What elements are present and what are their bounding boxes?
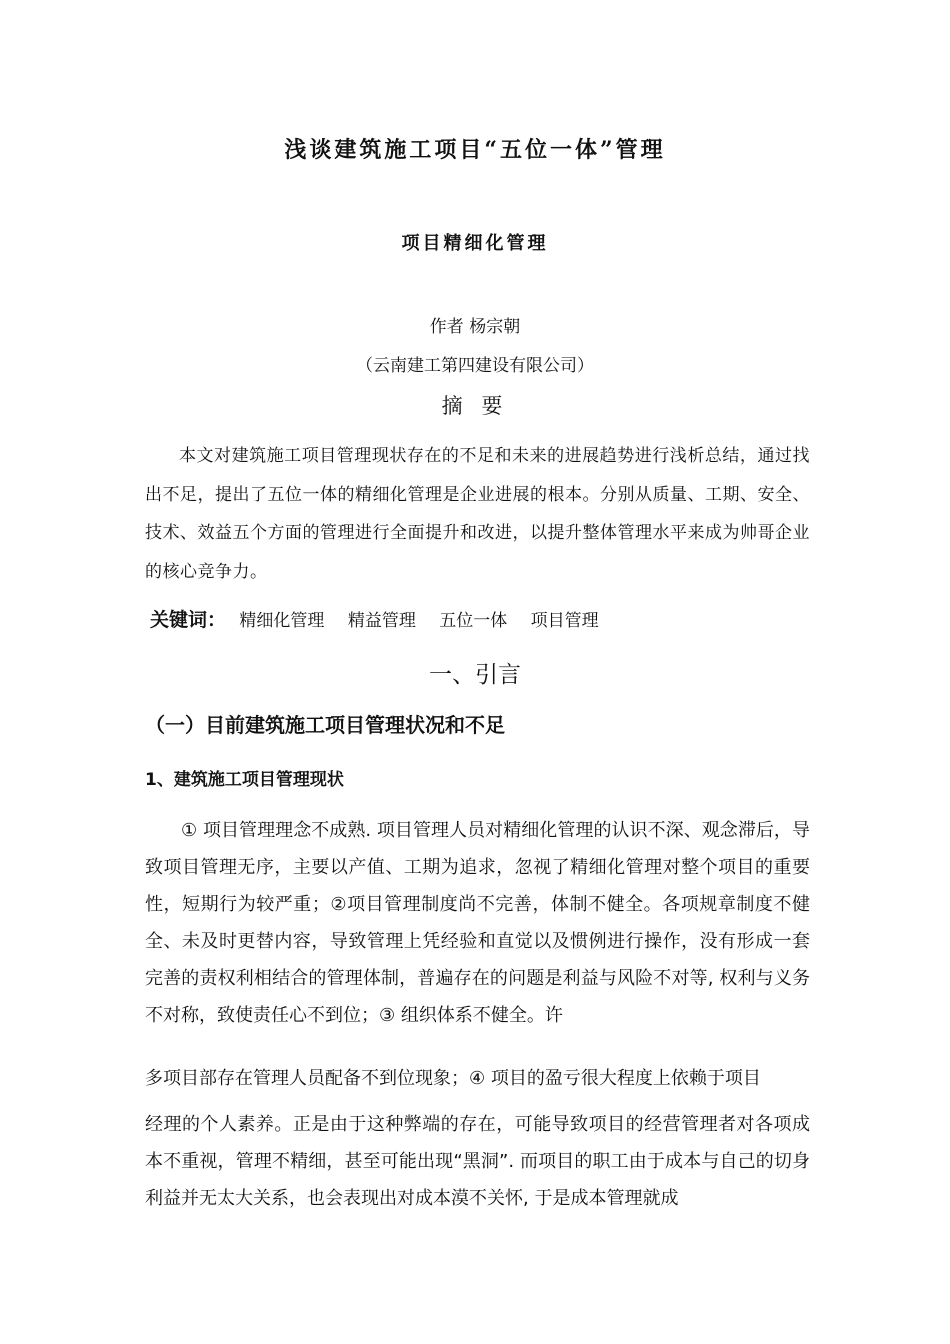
keyword-item: 精益管理 [347, 611, 416, 631]
body-paragraph: 经理的个人素养。正是由于这种弊端的存在，可能导致项目的经营管理者对各项成本不重视，管理不精细，甚至可能出现“黑洞”. 而项目的职工由于成本与自己的切身利益并无太大关系，也会表现出对成本漠不关怀, 于是成本管理就成 [145, 1114, 810, 1209]
subsection-heading: （一）目前建筑施工项目管理状况和不足 [145, 713, 505, 737]
subsubsection-heading: 1、建筑施工项目管理现状 [145, 770, 344, 790]
abstract-text: 本文对建筑施工项目管理现状存在的不足和未来的进展趋势进行浅析总结，通过找出不足，提出了五位一体的精细化管理是企业进展的根本。分别从质量、工期、安全、技术、效益五个方面的管理进行全面提升和改进，以提升整体管理水平来成为帅哥企业的核心竞争力。 [145, 446, 810, 582]
body-paragraph: 多项目部存在管理人员配备不到位现象；④ 项目的盈亏很大程度上依赖于项目 [145, 1068, 761, 1089]
author-line: 作者 杨宗朝 [429, 317, 521, 337]
section-heading: 一、引言 [429, 662, 521, 688]
affiliation-line: （云南建工第四建设有限公司） [356, 356, 594, 376]
keywords-line [150, 605, 810, 632]
keyword-item: 项目管理 [530, 611, 599, 631]
body-paragraph: ① 项目管理理念不成熟. 项目管理人员对精细化管理的认识不深、观念滞后，导致项目管理无序，主要以产值、工期为追求，忽视了精细化管理对整个项目的重要性，短期行为较严重；②项目管理制度尚不完善，体制不健全。各项规章制度不健全、未及时更替内容，导致管理上凭经验和直觉以及惯例进行操作，没有形成一套完善的责权利相结合的管理体制，普遍存在的问题是利益与风险不对等, 权利与义务不对称，致使责任心不到位；③ 组织体系不健全。许 [145, 820, 810, 1026]
abstract-heading: 摘 要 [441, 394, 509, 418]
keyword-item: 五位一体 [439, 611, 508, 631]
keywords-label: 关键词： [150, 609, 227, 631]
document-subtitle: 项目精细化管理 [401, 233, 549, 254]
keyword-item: 精细化管理 [239, 611, 325, 631]
document-title: 浅谈建筑施工项目“五位一体”管理 [284, 137, 666, 163]
